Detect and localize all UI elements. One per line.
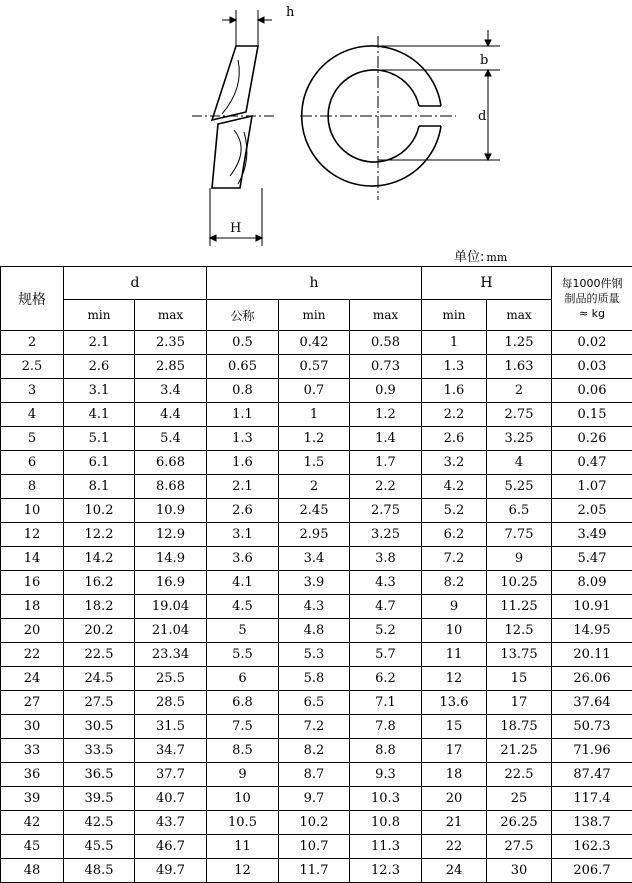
cell-d-max: 31.5 bbox=[135, 715, 207, 739]
table-row bbox=[1, 715, 632, 739]
unit-value: mm bbox=[486, 251, 508, 264]
cell-d-min: 27.5 bbox=[64, 691, 135, 715]
cell-mass: 117.4 bbox=[552, 787, 632, 811]
cell-H-max: 25 bbox=[487, 787, 552, 811]
cell-h-nominal: 7.5 bbox=[207, 715, 279, 739]
cell-mass: 71.96 bbox=[552, 739, 632, 763]
cell-h-nominal: 0.5 bbox=[207, 331, 279, 355]
cell-mass: 206.7 bbox=[552, 859, 632, 883]
unit-note bbox=[454, 246, 507, 265]
cell-mass: 138.7 bbox=[552, 811, 632, 835]
cell-h-max: 10.3 bbox=[350, 787, 422, 811]
cell-spec: 12 bbox=[1, 523, 64, 547]
cell-spec: 18 bbox=[1, 595, 64, 619]
cell-d-max: 4.4 bbox=[135, 403, 207, 427]
cell-h-max: 11.3 bbox=[350, 835, 422, 859]
cell-H-max: 10.25 bbox=[487, 571, 552, 595]
header-d: d bbox=[64, 267, 207, 300]
cell-h-min: 4.8 bbox=[279, 619, 350, 643]
cell-H-min: 13.6 bbox=[422, 691, 487, 715]
header-h-max: max bbox=[350, 300, 422, 331]
cell-d-max: 19.04 bbox=[135, 595, 207, 619]
cell-h-max: 4.3 bbox=[350, 571, 422, 595]
cell-d-min: 4.1 bbox=[64, 403, 135, 427]
cell-mass: 26.06 bbox=[552, 667, 632, 691]
cell-mass: 0.02 bbox=[552, 331, 632, 355]
cell-h-max: 5.2 bbox=[350, 619, 422, 643]
table-row bbox=[1, 355, 632, 379]
cell-spec: 5 bbox=[1, 427, 64, 451]
cell-h-min: 5.3 bbox=[279, 643, 350, 667]
cell-H-max: 18.75 bbox=[487, 715, 552, 739]
cell-h-max: 7.8 bbox=[350, 715, 422, 739]
cell-spec: 39 bbox=[1, 787, 64, 811]
cell-h-nominal: 2.1 bbox=[207, 475, 279, 499]
cell-spec: 36 bbox=[1, 763, 64, 787]
washer-side-view bbox=[212, 46, 258, 188]
cell-d-min: 42.5 bbox=[64, 811, 135, 835]
cell-d-min: 2.6 bbox=[64, 355, 135, 379]
cell-H-max: 1.25 bbox=[487, 331, 552, 355]
table-row bbox=[1, 739, 632, 763]
cell-h-min: 7.2 bbox=[279, 715, 350, 739]
cell-d-min: 33.5 bbox=[64, 739, 135, 763]
cell-h-min: 1.5 bbox=[279, 451, 350, 475]
cell-d-max: 34.7 bbox=[135, 739, 207, 763]
cell-spec: 30 bbox=[1, 715, 64, 739]
header-h-min: min bbox=[279, 300, 350, 331]
cell-h-min: 0.57 bbox=[279, 355, 350, 379]
cell-h-min: 8.2 bbox=[279, 739, 350, 763]
cell-h-nominal: 6.8 bbox=[207, 691, 279, 715]
table-row bbox=[1, 427, 632, 451]
cell-spec: 10 bbox=[1, 499, 64, 523]
cell-H-min: 2.2 bbox=[422, 403, 487, 427]
cell-spec: 6 bbox=[1, 451, 64, 475]
cell-h-min: 1 bbox=[279, 403, 350, 427]
cell-spec: 4 bbox=[1, 403, 64, 427]
cell-h-nominal: 4.5 bbox=[207, 595, 279, 619]
cell-H-min: 6.2 bbox=[422, 523, 487, 547]
cell-d-max: 46.7 bbox=[135, 835, 207, 859]
cell-spec: 2.5 bbox=[1, 355, 64, 379]
table-row bbox=[1, 787, 632, 811]
cell-H-max: 1.63 bbox=[487, 355, 552, 379]
cell-d-max: 10.9 bbox=[135, 499, 207, 523]
cell-d-max: 16.9 bbox=[135, 571, 207, 595]
cell-d-min: 45.5 bbox=[64, 835, 135, 859]
cell-d-min: 36.5 bbox=[64, 763, 135, 787]
cell-h-min: 4.3 bbox=[279, 595, 350, 619]
cell-H-min: 15 bbox=[422, 715, 487, 739]
cell-d-min: 24.5 bbox=[64, 667, 135, 691]
cell-H-max: 15 bbox=[487, 667, 552, 691]
cell-h-min: 1.2 bbox=[279, 427, 350, 451]
cell-h-max: 5.7 bbox=[350, 643, 422, 667]
cell-h-min: 6.5 bbox=[279, 691, 350, 715]
cell-mass: 14.95 bbox=[552, 619, 632, 643]
table-row bbox=[1, 403, 632, 427]
cell-d-max: 37.7 bbox=[135, 763, 207, 787]
table-row bbox=[1, 499, 632, 523]
cell-H-max: 9 bbox=[487, 547, 552, 571]
header-H: H bbox=[422, 267, 552, 300]
cell-h-min: 3.4 bbox=[279, 547, 350, 571]
cell-d-max: 25.5 bbox=[135, 667, 207, 691]
cell-h-max: 0.73 bbox=[350, 355, 422, 379]
table-row bbox=[1, 763, 632, 787]
header-d-max: max bbox=[135, 300, 207, 331]
cell-mass: 50.73 bbox=[552, 715, 632, 739]
cell-d-min: 20.2 bbox=[64, 619, 135, 643]
table-row bbox=[1, 643, 632, 667]
cell-spec: 8 bbox=[1, 475, 64, 499]
cell-H-min: 18 bbox=[422, 763, 487, 787]
cell-H-min: 21 bbox=[422, 811, 487, 835]
cell-h-nominal: 1.3 bbox=[207, 427, 279, 451]
cell-d-max: 23.34 bbox=[135, 643, 207, 667]
cell-h-nominal: 11 bbox=[207, 835, 279, 859]
cell-d-min: 18.2 bbox=[64, 595, 135, 619]
d-dimension-label: d bbox=[478, 109, 487, 124]
cell-h-min: 10.7 bbox=[279, 835, 350, 859]
cell-H-max: 7.75 bbox=[487, 523, 552, 547]
cell-d-max: 40.7 bbox=[135, 787, 207, 811]
cell-h-nominal: 12 bbox=[207, 859, 279, 883]
cell-H-min: 4.2 bbox=[422, 475, 487, 499]
spring-washer-table bbox=[0, 266, 632, 883]
cell-h-max: 2.75 bbox=[350, 499, 422, 523]
table-row bbox=[1, 571, 632, 595]
cell-d-min: 22.5 bbox=[64, 643, 135, 667]
header-H-max: max bbox=[487, 300, 552, 331]
cell-H-min: 1 bbox=[422, 331, 487, 355]
cell-h-min: 10.2 bbox=[279, 811, 350, 835]
cell-mass: 1.07 bbox=[552, 475, 632, 499]
cell-d-min: 5.1 bbox=[64, 427, 135, 451]
cell-h-max: 7.1 bbox=[350, 691, 422, 715]
table-row bbox=[1, 667, 632, 691]
cell-h-min: 8.7 bbox=[279, 763, 350, 787]
cell-mass: 87.47 bbox=[552, 763, 632, 787]
cell-spec: 33 bbox=[1, 739, 64, 763]
cell-d-max: 2.35 bbox=[135, 331, 207, 355]
cell-H-min: 20 bbox=[422, 787, 487, 811]
table-body bbox=[1, 331, 632, 883]
table-row bbox=[1, 451, 632, 475]
header-mass bbox=[552, 267, 632, 331]
unit-label: 单位: bbox=[454, 250, 485, 265]
table-row bbox=[1, 691, 632, 715]
cell-h-min: 9.7 bbox=[279, 787, 350, 811]
cell-spec: 48 bbox=[1, 859, 64, 883]
cell-h-nominal: 3.6 bbox=[207, 547, 279, 571]
cell-H-max: 2.75 bbox=[487, 403, 552, 427]
cell-h-max: 8.8 bbox=[350, 739, 422, 763]
cell-H-min: 5.2 bbox=[422, 499, 487, 523]
cell-h-max: 3.25 bbox=[350, 523, 422, 547]
cell-mass: 2.05 bbox=[552, 499, 632, 523]
table-row bbox=[1, 379, 632, 403]
cell-d-min: 30.5 bbox=[64, 715, 135, 739]
cell-H-min: 1.6 bbox=[422, 379, 487, 403]
cell-mass: 162.3 bbox=[552, 835, 632, 859]
cell-d-min: 8.1 bbox=[64, 475, 135, 499]
cell-d-max: 8.68 bbox=[135, 475, 207, 499]
cell-h-max: 1.7 bbox=[350, 451, 422, 475]
cell-h-nominal: 10.5 bbox=[207, 811, 279, 835]
header-h: h bbox=[207, 267, 422, 300]
header-mass-line2: 制品的质量 bbox=[564, 292, 620, 305]
cell-H-min: 17 bbox=[422, 739, 487, 763]
cell-d-min: 16.2 bbox=[64, 571, 135, 595]
cell-mass: 37.64 bbox=[552, 691, 632, 715]
cell-H-max: 12.5 bbox=[487, 619, 552, 643]
cell-h-max: 10.8 bbox=[350, 811, 422, 835]
table-row bbox=[1, 475, 632, 499]
cell-h-nominal: 9 bbox=[207, 763, 279, 787]
cell-H-min: 3.2 bbox=[422, 451, 487, 475]
cell-spec: 20 bbox=[1, 619, 64, 643]
table-row bbox=[1, 331, 632, 355]
cell-d-max: 21.04 bbox=[135, 619, 207, 643]
cell-mass: 0.47 bbox=[552, 451, 632, 475]
cell-d-max: 43.7 bbox=[135, 811, 207, 835]
header-mass-line3: ≈ kg bbox=[578, 307, 606, 320]
cell-d-max: 5.4 bbox=[135, 427, 207, 451]
cell-H-min: 2.6 bbox=[422, 427, 487, 451]
cell-H-max: 13.75 bbox=[487, 643, 552, 667]
cell-spec: 24 bbox=[1, 667, 64, 691]
cell-h-nominal: 6 bbox=[207, 667, 279, 691]
table-row bbox=[1, 523, 632, 547]
cell-H-min: 24 bbox=[422, 859, 487, 883]
cell-d-min: 48.5 bbox=[64, 859, 135, 883]
cell-h-min: 11.7 bbox=[279, 859, 350, 883]
h-dimension-label: h bbox=[286, 5, 295, 20]
cell-h-min: 2.95 bbox=[279, 523, 350, 547]
cell-h-max: 1.4 bbox=[350, 427, 422, 451]
table-row bbox=[1, 619, 632, 643]
cell-mass: 10.91 bbox=[552, 595, 632, 619]
table-row bbox=[1, 547, 632, 571]
cell-mass: 5.47 bbox=[552, 547, 632, 571]
cell-d-min: 6.1 bbox=[64, 451, 135, 475]
cell-h-min: 2 bbox=[279, 475, 350, 499]
cell-mass: 0.26 bbox=[552, 427, 632, 451]
cell-H-min: 7.2 bbox=[422, 547, 487, 571]
cell-H-max: 5.25 bbox=[487, 475, 552, 499]
cell-h-nominal: 0.65 bbox=[207, 355, 279, 379]
cell-d-max: 28.5 bbox=[135, 691, 207, 715]
cell-mass: 3.49 bbox=[552, 523, 632, 547]
cell-H-min: 12 bbox=[422, 667, 487, 691]
cell-h-min: 0.7 bbox=[279, 379, 350, 403]
cell-d-min: 14.2 bbox=[64, 547, 135, 571]
cell-H-min: 1.3 bbox=[422, 355, 487, 379]
cell-d-min: 10.2 bbox=[64, 499, 135, 523]
cell-mass: 0.15 bbox=[552, 403, 632, 427]
cell-spec: 14 bbox=[1, 547, 64, 571]
cell-H-max: 21.25 bbox=[487, 739, 552, 763]
H-dimension-label: H bbox=[230, 221, 242, 236]
cell-h-nominal: 5.5 bbox=[207, 643, 279, 667]
cell-mass: 8.09 bbox=[552, 571, 632, 595]
cell-mass: 20.11 bbox=[552, 643, 632, 667]
header-spec: 规格 bbox=[1, 267, 64, 331]
cell-d-max: 12.9 bbox=[135, 523, 207, 547]
cell-h-max: 9.3 bbox=[350, 763, 422, 787]
cell-spec: 45 bbox=[1, 835, 64, 859]
cell-h-max: 4.7 bbox=[350, 595, 422, 619]
cell-h-max: 0.58 bbox=[350, 331, 422, 355]
cell-d-max: 6.68 bbox=[135, 451, 207, 475]
dimension-lines-front bbox=[300, 30, 500, 200]
table-row bbox=[1, 595, 632, 619]
cell-h-min: 2.45 bbox=[279, 499, 350, 523]
cell-h-max: 1.2 bbox=[350, 403, 422, 427]
cell-d-min: 39.5 bbox=[64, 787, 135, 811]
cell-H-min: 9 bbox=[422, 595, 487, 619]
cell-d-max: 14.9 bbox=[135, 547, 207, 571]
cell-h-nominal: 4.1 bbox=[207, 571, 279, 595]
cell-H-max: 11.25 bbox=[487, 595, 552, 619]
cell-H-max: 17 bbox=[487, 691, 552, 715]
cell-H-min: 11 bbox=[422, 643, 487, 667]
cell-d-max: 49.7 bbox=[135, 859, 207, 883]
cell-d-max: 2.85 bbox=[135, 355, 207, 379]
cell-h-min: 0.42 bbox=[279, 331, 350, 355]
cell-spec: 22 bbox=[1, 643, 64, 667]
cell-h-nominal: 1.1 bbox=[207, 403, 279, 427]
cell-h-min: 5.8 bbox=[279, 667, 350, 691]
cell-d-min: 3.1 bbox=[64, 379, 135, 403]
table-row bbox=[1, 835, 632, 859]
cell-d-max: 3.4 bbox=[135, 379, 207, 403]
cell-mass: 0.06 bbox=[552, 379, 632, 403]
cell-h-max: 2.2 bbox=[350, 475, 422, 499]
cell-H-max: 27.5 bbox=[487, 835, 552, 859]
cell-h-max: 12.3 bbox=[350, 859, 422, 883]
cell-H-max: 26.25 bbox=[487, 811, 552, 835]
header-H-min: min bbox=[422, 300, 487, 331]
cell-d-min: 2.1 bbox=[64, 331, 135, 355]
cell-d-min: 12.2 bbox=[64, 523, 135, 547]
cell-spec: 3 bbox=[1, 379, 64, 403]
table-row bbox=[1, 811, 632, 835]
cell-h-max: 0.9 bbox=[350, 379, 422, 403]
cell-spec: 2 bbox=[1, 331, 64, 355]
cell-mass: 0.03 bbox=[552, 355, 632, 379]
header-h-nominal: 公称 bbox=[207, 300, 279, 331]
cell-h-nominal: 2.6 bbox=[207, 499, 279, 523]
header-d-min: min bbox=[64, 300, 135, 331]
cell-spec: 42 bbox=[1, 811, 64, 835]
cell-spec: 16 bbox=[1, 571, 64, 595]
cell-H-max: 30 bbox=[487, 859, 552, 883]
cell-H-max: 4 bbox=[487, 451, 552, 475]
cell-H-min: 10 bbox=[422, 619, 487, 643]
dimension-lines-side bbox=[192, 10, 274, 246]
cell-h-nominal: 3.1 bbox=[207, 523, 279, 547]
cell-h-max: 6.2 bbox=[350, 667, 422, 691]
cell-h-max: 3.8 bbox=[350, 547, 422, 571]
cell-H-min: 8.2 bbox=[422, 571, 487, 595]
cell-H-min: 22 bbox=[422, 835, 487, 859]
cell-H-max: 6.5 bbox=[487, 499, 552, 523]
spring-washer-drawing bbox=[0, 0, 632, 262]
header-mass-line1: 每1000件钢 bbox=[561, 277, 623, 290]
cell-H-max: 22.5 bbox=[487, 763, 552, 787]
cell-h-min: 3.9 bbox=[279, 571, 350, 595]
cell-h-nominal: 0.8 bbox=[207, 379, 279, 403]
cell-H-max: 2 bbox=[487, 379, 552, 403]
table-row bbox=[1, 859, 632, 883]
cell-H-max: 3.25 bbox=[487, 427, 552, 451]
cell-spec: 27 bbox=[1, 691, 64, 715]
cell-h-nominal: 1.6 bbox=[207, 451, 279, 475]
cell-h-nominal: 10 bbox=[207, 787, 279, 811]
b-dimension-label: b bbox=[480, 53, 489, 68]
cell-h-nominal: 8.5 bbox=[207, 739, 279, 763]
cell-h-nominal: 5 bbox=[207, 619, 279, 643]
